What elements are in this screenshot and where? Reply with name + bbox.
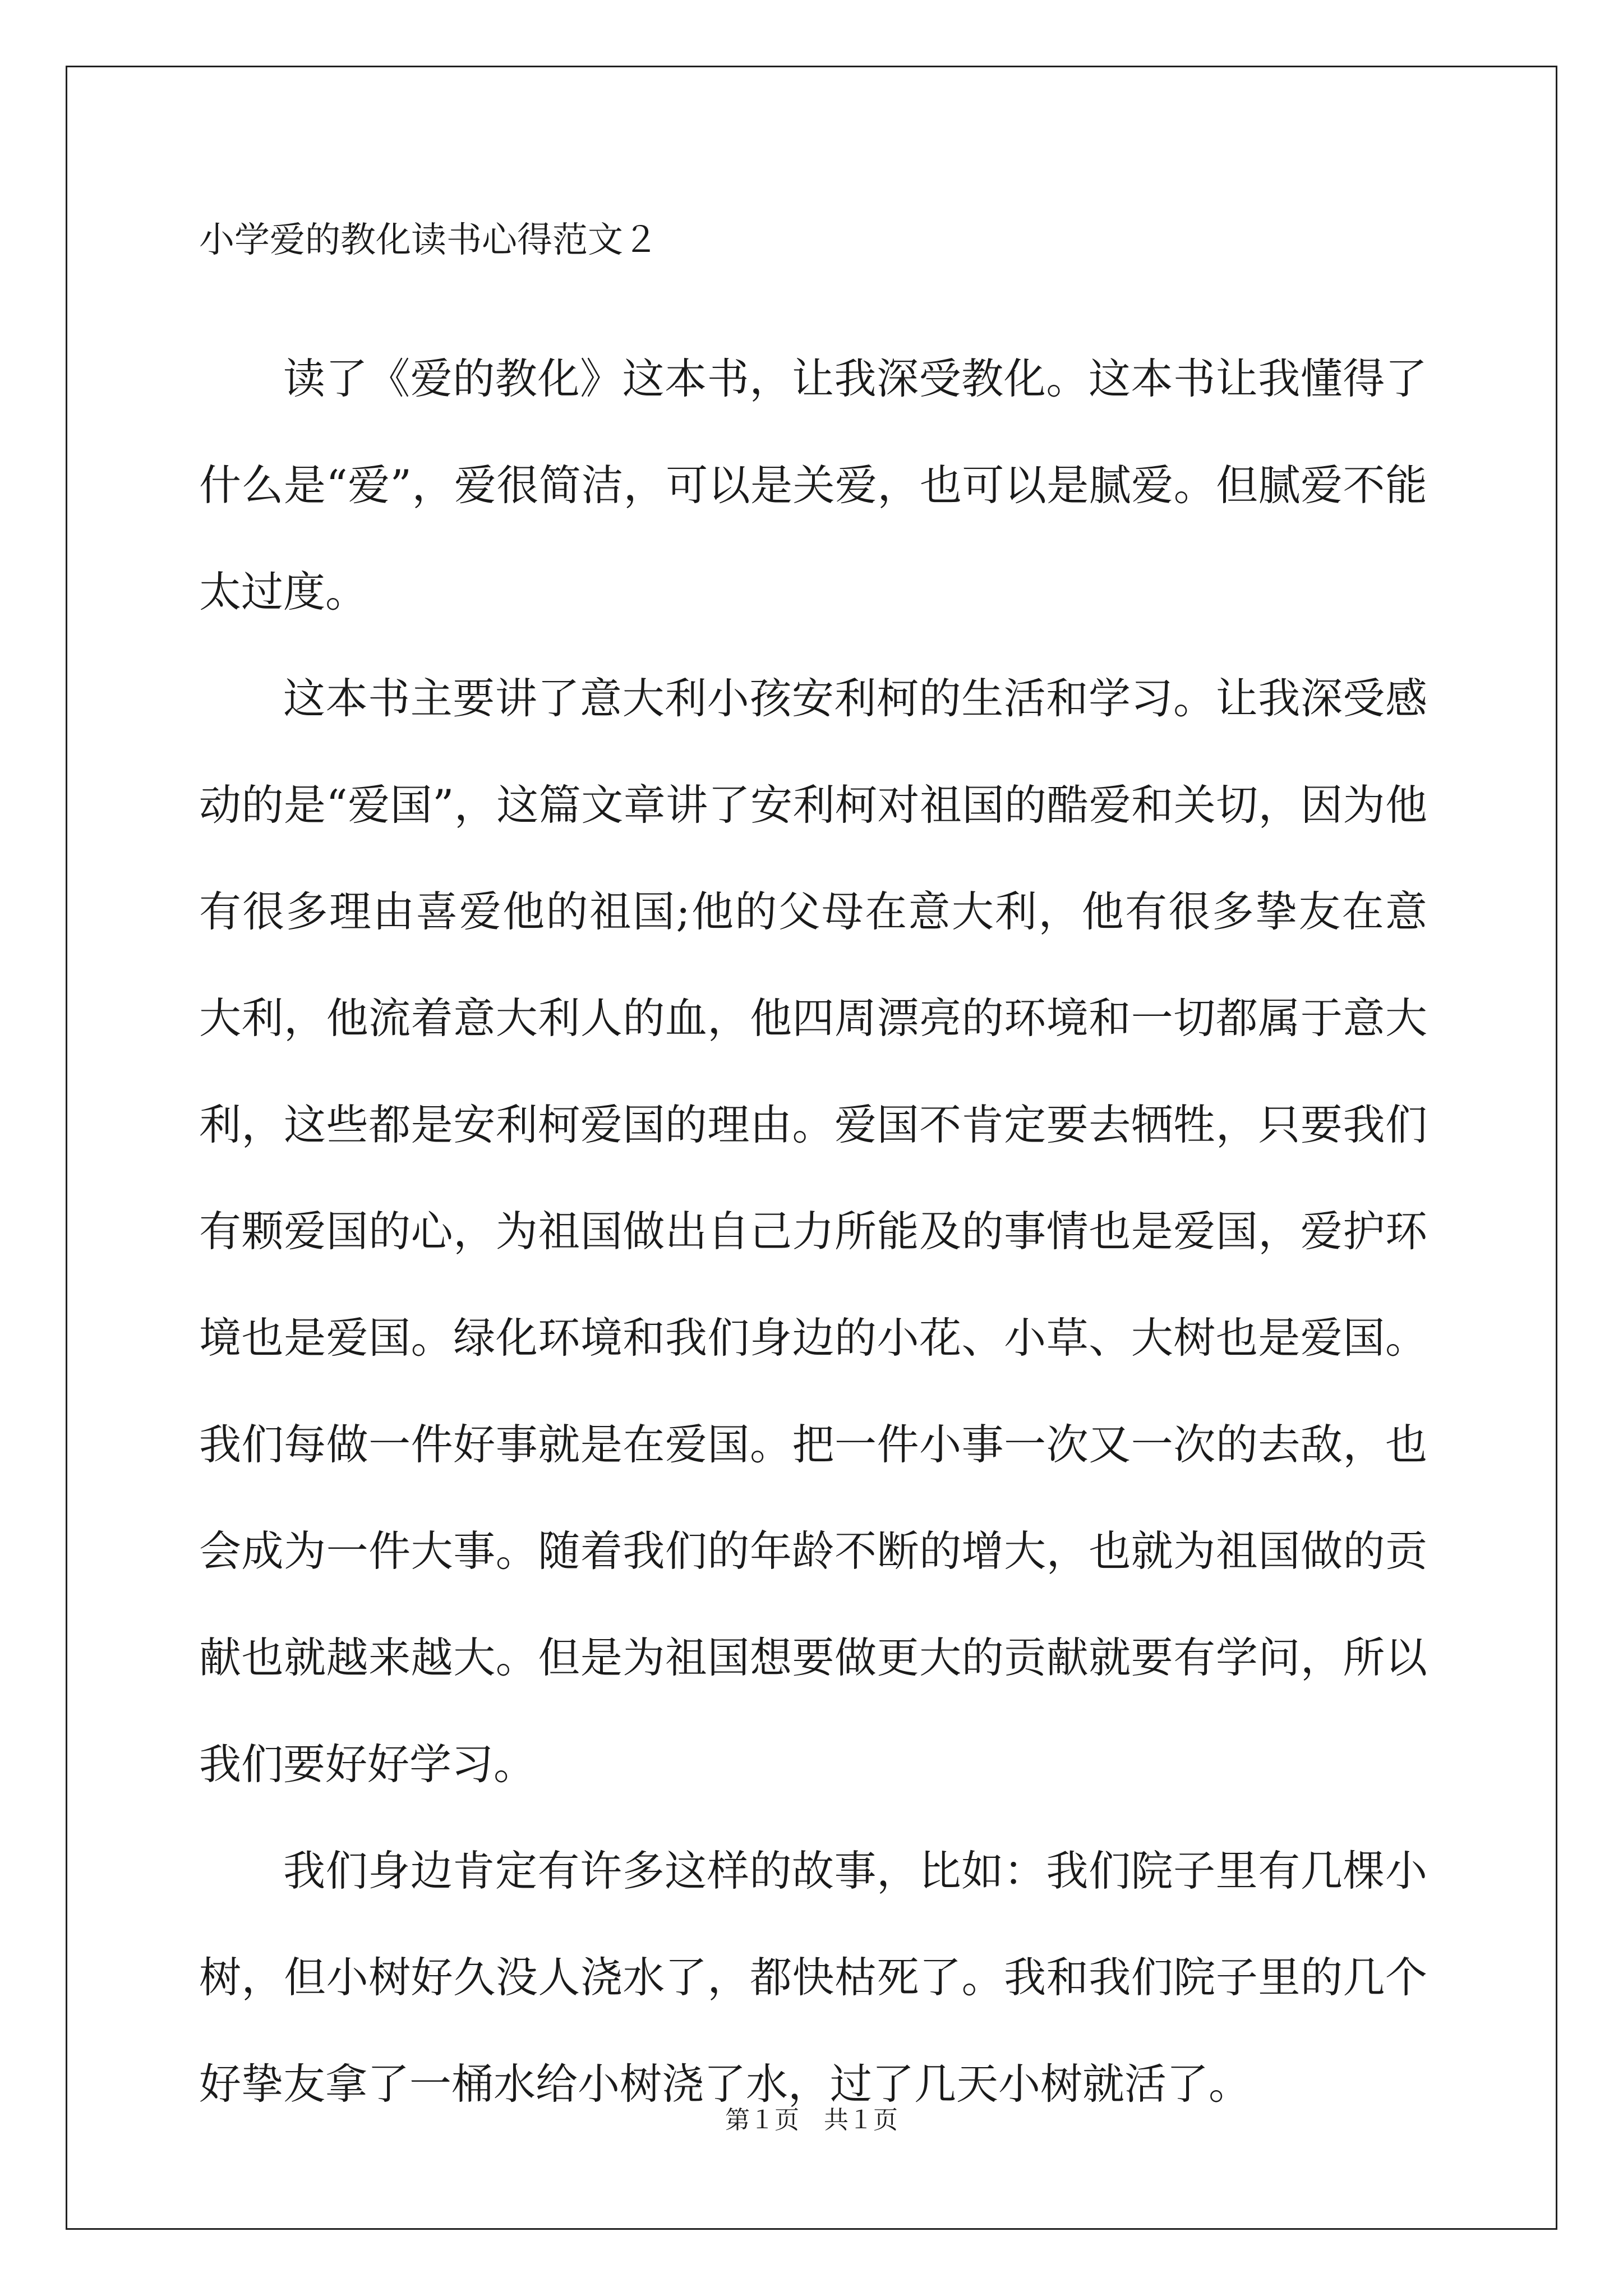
paragraph-2: 这本书主要讲了意大利小孩安利柯的生活和学习。让我深受感动的是“爱国”，这篇文章讲了安利柯对祖国的酷爱和关切，因为他有很多理由喜爱他的祖国;他的父母在意大利，他有很多挚友在意大利，他流着意大利人的血，他四周漂亮的环境和一切都属于意大利，这些都是安利柯爱国的理由。爱国不肯定要去牺牲，只要我们有颗爱国的心，为祖国做出自己力所能及的事情也是爱国，爱护环境也是爱国。绿化环境和我们身边的小花、小草、大树也是爱国。我们每做一件好事就是在爱国。把一件小事一次又一次的去敌，也会成为一件大事。随着我们的年龄不断的增大，也就为祖国做的贡献也就越来越大。但是为祖国想要做更大的贡献就要有学问，所以我们要好好学习。: [199, 674, 1427, 1789]
document-title: 小学爱的教化读书心得范文２: [199, 219, 658, 260]
paragraph-1: 读了《爱的教化》这本书，让我深受教化。这本书让我懂得了什么是“爱”，爱很简洁，可以是关爱，也可以是腻爱。但腻爱不能太过度。: [199, 354, 1427, 616]
document-body: [199, 219, 1427, 2137]
page-number-footer: 第１页 共１页: [725, 2106, 898, 2134]
paragraph-3: 我们身边肯定有许多这样的故事，比如：我们院子里有几棵小树，但小树好久没人浇水了，都快枯死了。我和我们院子里的几个好挚友拿了一桶水给小树浇了水，过了几天小树就活了。: [199, 1846, 1427, 2109]
